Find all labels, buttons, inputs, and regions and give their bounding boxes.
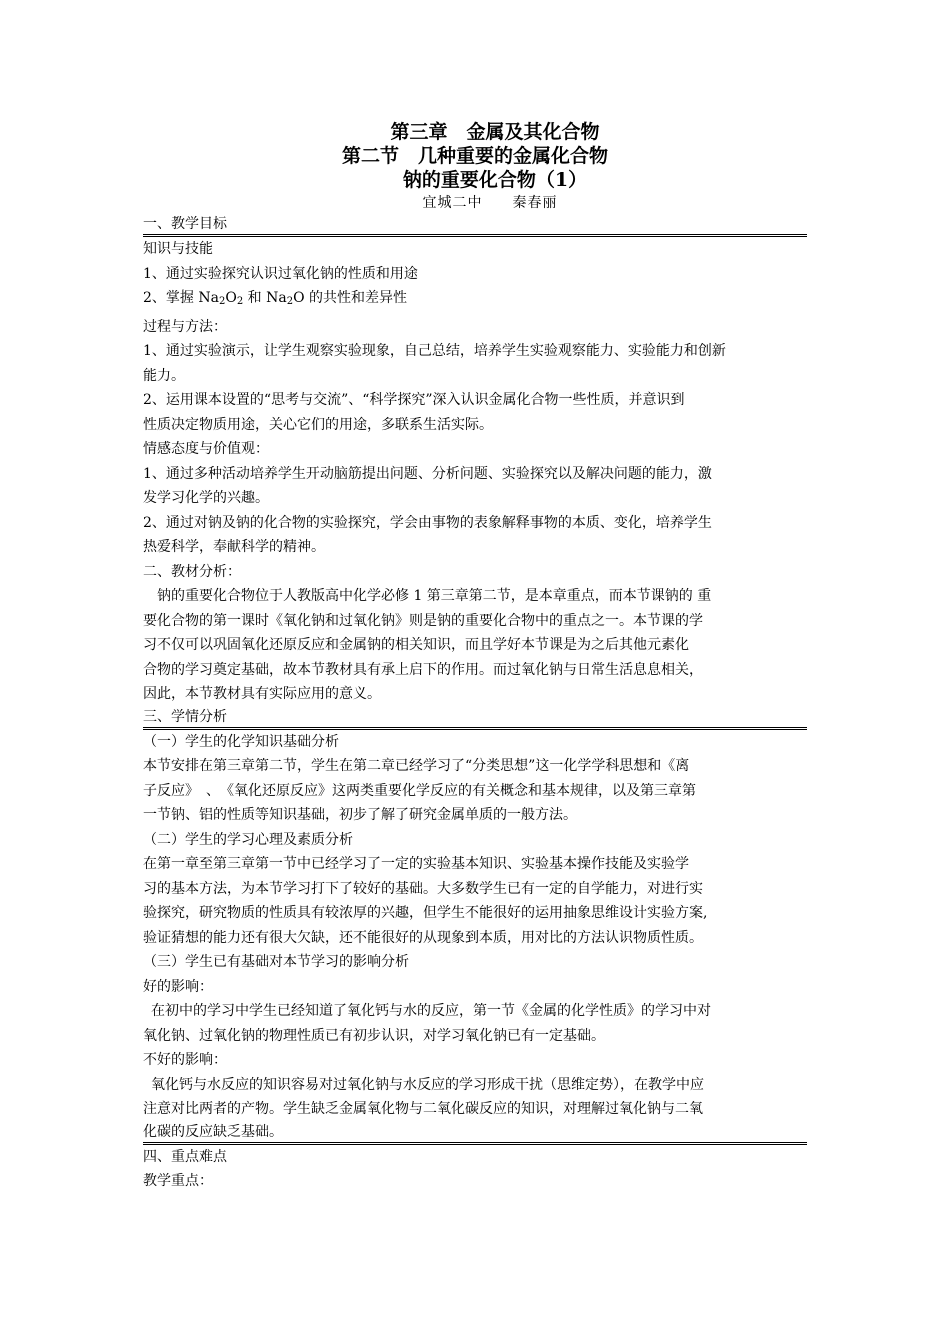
subheading: （二）学生的学习心理及素质分析 xyxy=(143,831,353,848)
section-heading-students: 三、学情分析 xyxy=(143,707,807,730)
subheading-knowledge: 知识与技能 xyxy=(143,241,213,257)
paragraph: 1、通过实验探究认识过氧化钠的性质和用途 xyxy=(143,265,418,282)
section-title: 第二节 几种重要的金属化合物 xyxy=(341,145,608,167)
label-good-influence: 好的影响： xyxy=(143,978,213,995)
paragraph: 发学习化学的兴趣。 xyxy=(143,490,269,506)
paragraph: 氧化钙与水反应的知识容易对过氧化钠与水反应的学习形成干扰（思维定势），在教学中应 xyxy=(151,1076,704,1093)
paragraph: 在初中的学习中学生已经知道了氧化钙与水的反应，第一节《金属的化学性质》的学习中对 xyxy=(151,1003,711,1019)
paragraph: 能力。 xyxy=(143,367,185,384)
paragraph: 1、通过多种活动培养学生开动脑筋提出问题、分析问题、实验探究以及解决问题的能力，激 xyxy=(143,465,712,482)
lesson-title: 钠的重要化合物（1） xyxy=(402,169,588,191)
paragraph: 要化合物的第一课时《氧化钠和过氧化钠》则是钠的重要化合物中的重点之一。本节课的学 xyxy=(143,612,703,629)
subheading-process: 过程与方法： xyxy=(143,318,227,335)
paragraph: 2、通过对钠及钠的化合物的实验探究，学会由事物的表象解释事物的本质、变化，培养学生 xyxy=(143,514,712,531)
label-teaching-focus: 教学重点： xyxy=(143,1173,213,1189)
paragraph: 氧化钠、过氧化钠的物理性质已有初步认识，对学习氧化钠已有一定基础。 xyxy=(143,1027,605,1044)
label-bad-influence: 不好的影响： xyxy=(143,1052,227,1068)
paragraph-last: 化碳的反应缺乏基础。 xyxy=(143,1122,807,1145)
paragraph: 习不仅可以巩固氧化还原反应和金属钠的相关知识，而且学好本节课是为之后其他元素化 xyxy=(143,637,689,653)
document-page xyxy=(143,120,807,1194)
section-heading-focus: 四、重点难点 xyxy=(143,1148,227,1165)
paragraph: 2、运用课本设置的“思考与交流”、“科学探究”深入认识金属化合物一些性质，并意识到 xyxy=(143,392,685,408)
chapter-title: 第三章 金属及其化合物 xyxy=(390,121,600,143)
paragraph: 在第一章至第三章第一节中已经学习了一定的实验基本知识、实验基本操作技能及实验学 xyxy=(143,856,689,872)
section-heading-material: 二、教材分析： xyxy=(143,563,241,580)
paragraph-formula: 2、掌握 $Na_2O_2$ 和 $Na_2O$ 的共性和差异性 xyxy=(143,290,408,307)
paragraph: 因此，本节教材具有实际应用的意义。 xyxy=(143,686,381,702)
paragraph: 注意对比两者的产物。学生缺乏金属氧化物与二氧化碳反应的知识，对理解过氧化钠与二氧 xyxy=(143,1101,703,1117)
paragraph: 合物的学习奠定基础，故本节教材具有承上启下的作用。而过氧化钠与日常生活息息相关， xyxy=(143,661,703,678)
paragraph: 本节安排在第三章第二节，学生在第二章已经学习了“分类思想”这一化学学科思想和《离 xyxy=(143,758,690,774)
paragraph: 验证猜想的能力还有很大欠缺，还不能很好的从现象到本质，用对比的方法认识物质性质。 xyxy=(143,929,703,946)
paragraph: 1、通过实验演示，让学生观察实验现象，自己总结，培养学生实验观察能力、实验能力和创新 xyxy=(143,343,726,359)
section-heading-objectives: 一、教学目标 xyxy=(143,214,807,237)
paragraph: 子反应》 、 《氧化还原反应》这两类重要化学反应的有关概念和基本规律，以及第三章第 xyxy=(143,782,696,799)
paragraph: 习的基本方法，为本节学习打下了较好的基础。大多数学生已有一定的自学能力，对进行实 xyxy=(143,880,703,897)
paragraph: 一节钠、铝的性质等知识基础，初步了解了研究金属单质的一般方法。 xyxy=(143,807,577,823)
subheading-emotion: 情感态度与价值观： xyxy=(143,441,269,457)
paragraph: 验探究，研究物质的性质具有较浓厚的兴趣，但学生不能很好的运用抽象思维设计实验方案, xyxy=(143,905,708,921)
author-line: 宜城二中 秦春丽 xyxy=(422,195,558,211)
paragraph: 性质决定物质用途，关心它们的用途，多联系生活实际。 xyxy=(143,416,493,433)
paragraph: 热爱科学，奉献科学的精神。 xyxy=(143,539,325,555)
subheading: （一）学生的化学知识基础分析 xyxy=(143,733,339,750)
paragraph: 钠的重要化合物位于人教版高中化学必修 1 第三章第二节，是本章重点，而本节课钠的 重 xyxy=(157,588,712,604)
subheading: （三）学生已有基础对本节学习的影响分析 xyxy=(143,954,409,970)
